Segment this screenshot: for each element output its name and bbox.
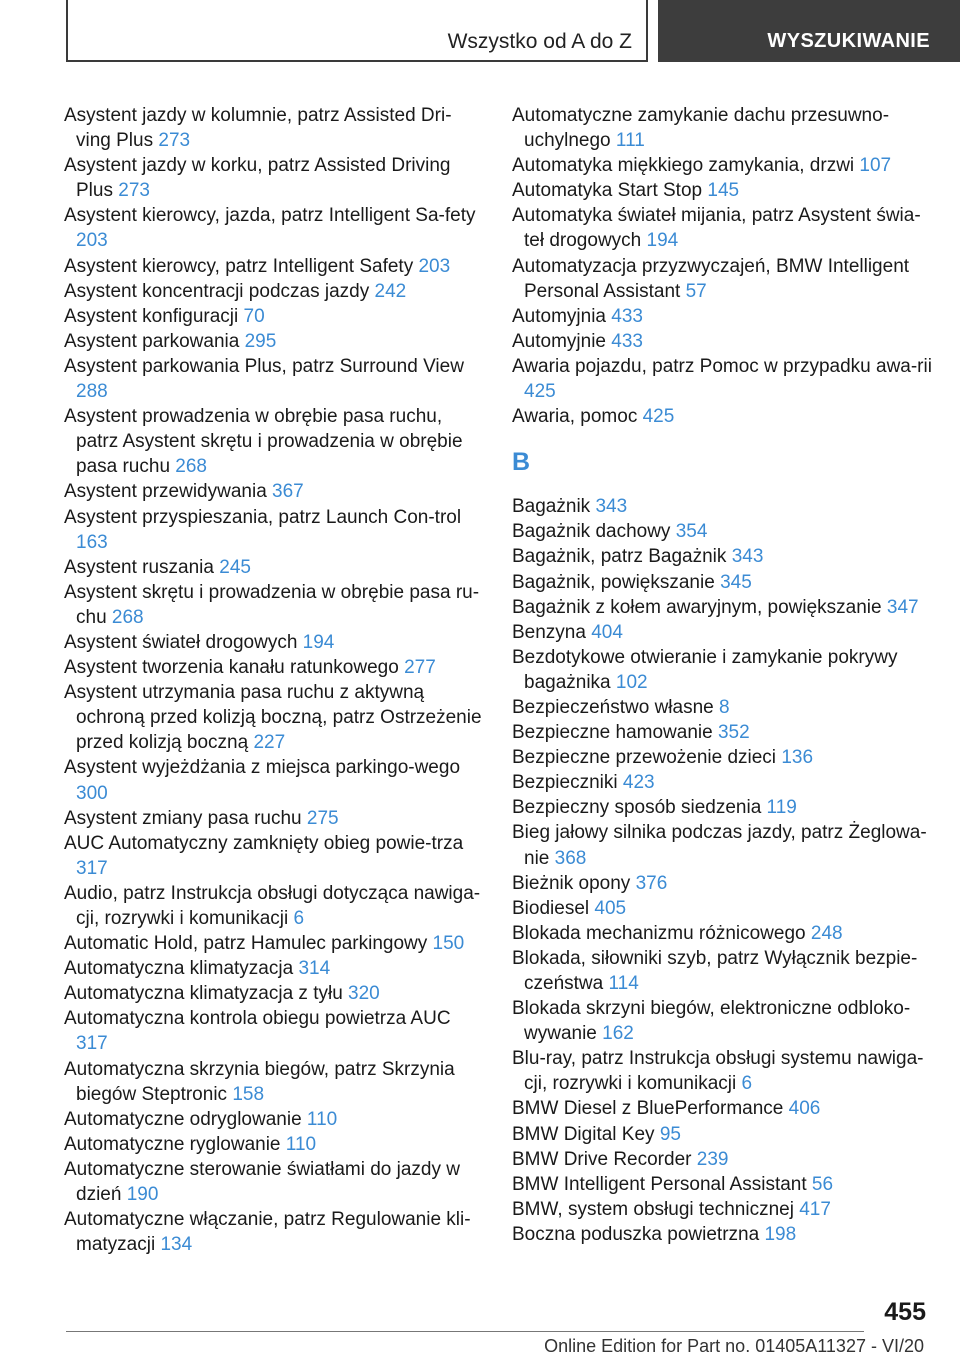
index-entry [512,1096,932,1121]
page-reference-link[interactable]: 314 [298,958,331,980]
index-entry-text: Asystent utrzymania pasa ruchu z aktywną ochroną przed kolizją boczną, patrz Ostrzeżenie przed kolizją boczną [64,682,482,754]
page-reference-link[interactable]: 268 [175,456,207,478]
page-reference-link[interactable]: 8 [719,696,730,718]
index-group-b [512,494,932,1247]
index-group-a [512,103,932,429]
index-entry-text: Asystent konfiguracji [64,305,239,327]
page-reference-link[interactable]: 433 [611,305,643,327]
index-entry [64,755,484,805]
index-entry [512,519,932,544]
index-entry-text: Blokada skrzyni biegów, elektroniczne odbloko-wywanie [512,998,911,1045]
index-entry-text: Automatyczna kontrola obiegu powietrza AUC [64,1008,451,1030]
index-entry [64,1057,484,1107]
page-reference-link[interactable]: 425 [524,381,556,403]
index-entry-text: Bezpieczny sposób siedzenia [512,797,762,819]
index-entry [64,479,484,504]
page-reference-link[interactable]: 136 [781,747,814,769]
index-entry [64,655,484,680]
page-reference-link[interactable]: 320 [348,983,380,1005]
index-entry [64,153,484,203]
index-entry-text: BMW Digital Key [512,1123,655,1145]
index-entry-text: Bieg jałowy silnika podczas jazdy, patrz Żeglowa-nie [512,822,927,869]
index-entry-text: Blu-ray, patrz Instrukcja obsługi systemu nawiga-cji, rozrywki i komunikacji [512,1048,924,1095]
index-entry-text: BMW Intelligent Personal Assistant [512,1173,807,1195]
index-entry-text: BMW Diesel z BluePerformance [512,1098,784,1120]
index-entry [64,1132,484,1157]
index-entry [64,103,484,153]
page-reference-link[interactable]: 203 [76,230,108,252]
page-reference-link[interactable]: 95 [659,1123,681,1145]
page-reference-link[interactable]: 102 [615,671,648,693]
page-reference-link[interactable]: 273 [158,130,191,152]
index-entry-text: Automatyczna klimatyzacja z tyłu [64,983,343,1005]
index-entry-text: Bezpieczne przewożenie dzieci [512,747,777,769]
page-reference-link[interactable]: 145 [707,180,740,202]
index-entry [512,820,932,870]
index-entry-text: Blokada, siłowniki szyb, patrz Wyłącznik bezpie-czeństwa [512,947,918,994]
index-entry-text: Benzyna [512,621,586,643]
index-entry-text: Asystent przyspieszania, patrz Launch Con-trol [64,506,462,528]
index-entry-text: Asystent jazdy w kolumnie, patrz Assisted Dri-ving Plus [64,105,452,152]
index-entry-text: Awaria, pomoc [512,406,638,428]
page-reference-link[interactable]: 376 [635,872,668,894]
page-reference-link[interactable]: 343 [731,546,764,568]
page-reference-link[interactable]: 277 [404,657,436,679]
index-entry-text: Automatyczne włączanie, patrz Regulowanie kli-matyzacji [64,1209,471,1256]
index-entry [512,745,932,770]
page-reference-link[interactable]: 150 [432,933,465,955]
index-entry [512,404,932,429]
index-entry-text: Bagażnik, patrz Bagażnik [512,546,727,568]
index-entry [512,103,932,153]
index-entry-text: AUC Automatyczny zamknięty obieg powie-trza [64,832,464,854]
tab-search-label: WYSZUKIWANIE [767,30,930,52]
index-entry [64,981,484,1006]
index-entry-text: Bagażnik [512,496,591,518]
index-entry [64,881,484,931]
index-entry [64,630,484,655]
index-entry [64,254,484,279]
index-entry [64,580,484,630]
index-entry-text: Bezpieczne hamowanie [512,722,713,744]
page-reference-link[interactable]: 119 [766,797,797,819]
index-entry [512,871,932,896]
page-reference-link[interactable]: 242 [374,280,407,302]
page-reference-link[interactable]: 343 [595,496,628,518]
page-reference-link[interactable]: 194 [302,631,335,653]
index-entry-text: Bieżnik opony [512,872,631,894]
index-entry-text: Asystent koncentracji podczas jazdy [64,280,370,302]
tab-index-a-z[interactable] [66,0,648,62]
index-entry-text: Asystent zmiany pasa ruchu [64,807,302,829]
index-entry-text: Asystent wyjeżdżania z miejsca parkingo-wego [64,757,461,779]
page-reference-link[interactable]: 273 [118,180,150,202]
index-entry [64,931,484,956]
index-entry [512,946,932,996]
page-number: 455 [884,1298,926,1326]
page-reference-link[interactable]: 70 [243,305,265,327]
page-reference-link[interactable]: 367 [272,481,304,503]
index-entry-text: Automatyzacja przyzwyczajeń, BMW Intelligent Personal Assistant [512,255,910,302]
index-entry-text: Awaria pojazdu, patrz Pomoc w przypadku awa-rii [512,355,932,377]
index-entry-text: Boczna poduszka powietrzna [512,1223,760,1245]
index-entry-text: Automatyczne zamykanie dachu przesuwno-uchylnego [512,105,890,152]
index-entry [64,279,484,304]
page-reference-link[interactable]: 110 [285,1133,317,1155]
index-entry-text: Asystent skrętu i prowadzenia w obrębie pasa ru-chu [64,581,480,628]
index-entry-text: Automatyka świateł mijania, patrz Asystent świa-teł drogowych [512,205,921,252]
index-entry-text: Asystent jazdy w korku, patrz Assisted Driving Plus [64,155,451,202]
index-entry [512,921,932,946]
index-entry [512,1222,932,1247]
index-entry-text: Automatyka Start Stop [512,180,703,202]
index-entry [64,680,484,755]
index-entry-text: Blokada mechanizmu różnicowego [512,922,806,944]
index-entry [512,1122,932,1147]
page-reference-link[interactable]: 423 [622,772,655,794]
index-entry-text: Bagażnik z kołem awaryjnym, powiększanie [512,596,882,618]
footer-divider [66,1331,864,1332]
section-letter: B [512,448,531,477]
page-reference-link[interactable]: 317 [76,1033,108,1055]
page-reference-link[interactable]: 433 [611,330,643,352]
index-entry-text: Automyjnie [512,330,606,352]
index-entry [512,494,932,519]
page-reference-link[interactable]: 158 [232,1083,265,1105]
index-entry-text: Asystent prowadzenia w obrębie pasa ruchu, patrz Asystent skrętu i prowadzenia w obrębie pasa ruchu [64,406,463,478]
page-reference-link[interactable]: 110 [306,1108,338,1130]
tab-index-label: Wszystko od A do Z [447,30,632,53]
index-entry [64,505,484,555]
page-reference-link[interactable]: 368 [554,847,587,869]
index-entry [64,304,484,329]
index-entry [512,896,932,921]
index-column-left [64,103,484,1257]
index-entry-text: Automatyczne odryglowanie [64,1108,302,1130]
index-entry [512,254,932,304]
page-reference-link[interactable]: 345 [720,571,752,593]
index-entry [64,1207,484,1257]
page-reference-link[interactable]: 162 [602,1023,634,1045]
index-entry [512,570,932,595]
page-reference-link[interactable]: 194 [646,230,679,252]
index-entry [512,329,932,354]
index-entry [64,329,484,354]
page-reference-link[interactable]: 56 [811,1173,834,1195]
page-reference-link[interactable]: 190 [126,1184,159,1206]
page-reference-link[interactable]: 317 [76,857,108,879]
index-entry-text: Bezdotykowe otwieranie i zamykanie pokrywy bagażnika [512,646,898,693]
page-reference-link[interactable]: 107 [859,155,892,177]
page-reference-link[interactable]: 405 [594,897,627,919]
page-reference-link[interactable]: 163 [76,531,108,553]
index-entry [64,806,484,831]
index-entry-text: Bezpieczniki [512,772,618,794]
page-reference-link[interactable]: 417 [799,1198,831,1220]
index-entry [64,1006,484,1056]
page-reference-link[interactable]: 111 [615,130,645,152]
index-entry [512,1172,932,1197]
index-entry [64,203,484,253]
index-entry [64,1157,484,1207]
page-header [0,0,960,66]
page-reference-link[interactable]: 406 [788,1098,821,1120]
page-reference-link[interactable]: 248 [810,922,843,944]
index-entry-text: Audio, patrz Instrukcja obsługi dotycząca nawiga-cji, rozrywki i komunikacji [64,882,481,929]
page-reference-link[interactable]: 404 [591,621,623,643]
index-entry [512,354,932,404]
page-reference-link[interactable]: 354 [675,521,708,543]
page-reference-link[interactable]: 352 [717,722,750,744]
page-reference-link[interactable]: 203 [418,255,451,277]
page-reference-link[interactable]: 268 [111,606,144,628]
index-entry [64,831,484,881]
index-entry [512,645,932,695]
index-entry [512,203,932,253]
index-entry [512,544,932,569]
index-entry [512,1147,932,1172]
index-entry-text: Bezpieczeństwo własne [512,696,714,718]
index-entry-text: Automatyka miękkiego zamykania, drzwi [512,155,855,177]
index-entry-text: BMW Drive Recorder [512,1148,692,1170]
index-entry [512,1197,932,1222]
index-entry-text: Asystent parkowania Plus, patrz Surround View [64,355,464,377]
page-reference-link[interactable]: 425 [642,406,675,428]
index-entry [64,555,484,580]
index-entry-text: Asystent przewidywania [64,481,267,503]
index-entry-text: Automatyczna skrzynia biegów, patrz Skrzynia biegów Steptronic [64,1058,455,1105]
index-entry-text: Asystent świateł drogowych [64,631,298,653]
index-entry [64,956,484,981]
page-reference-link[interactable]: 239 [696,1148,729,1170]
page-reference-link[interactable]: 57 [685,280,707,302]
page-reference-link[interactable]: 300 [76,782,108,804]
page-reference-link[interactable]: 245 [219,556,251,578]
index-entry-text: Automatyczne ryglowanie [64,1133,281,1155]
index-entry [64,404,484,479]
index-entry [512,595,932,620]
index-entry [512,770,932,795]
index-entry [512,620,932,645]
index-entry-text: Automatyczne sterowanie światłami do jazdy w dzień [64,1158,461,1206]
index-entry-text: Asystent tworzenia kanału ratunkowego [64,657,399,679]
tab-search[interactable] [658,0,960,62]
page-reference-link[interactable]: 6 [741,1073,753,1095]
page-reference-link[interactable]: 347 [886,596,919,618]
page-reference-link[interactable]: 198 [764,1223,797,1245]
page-reference-link[interactable]: 114 [608,973,639,994]
index-entry [512,720,932,745]
index-entry-text: Asystent ruszania [64,556,214,578]
index-entry-text: BMW, system obsługi technicznej [512,1198,794,1220]
page-reference-link[interactable]: 275 [306,807,339,829]
index-entry-text: Bagażnik, powiększanie [512,571,715,593]
page-reference-link[interactable]: 295 [244,330,277,352]
footer-edition: Online Edition for Part no. 01405A11327 - VI/20 [544,1336,924,1356]
index-entry [64,354,484,404]
index-entry-text: Asystent kierowcy, patrz Intelligent Safety [64,255,414,277]
index-column-right [512,103,932,1247]
index-entry-text: Asystent parkowania [64,330,240,352]
index-entry-text: Automatyczna klimatyzacja [64,958,294,980]
index-entry-text: Automatic Hold, patrz Hamulec parkingowy [64,933,428,955]
index-entry [512,178,932,203]
index-entry-text: Biodiesel [512,897,590,919]
page-reference-link[interactable]: 288 [76,381,108,403]
index-entry-text: Automyjnia [512,305,606,327]
index-entry [512,996,932,1046]
page-reference-link[interactable]: 6 [293,908,305,929]
index-entry [64,1107,484,1132]
index-entry [512,1046,932,1096]
index-entry-text: Asystent kierowcy, jazda, patrz Intelligent Sa-fety [64,205,476,227]
page-reference-link[interactable]: 227 [253,732,286,754]
index-entry [512,304,932,329]
index-entry-text: Bagażnik dachowy [512,521,671,543]
index-entry [512,153,932,178]
index-entry [512,695,932,720]
page-reference-link[interactable]: 134 [160,1234,193,1256]
index-entry [512,795,932,820]
